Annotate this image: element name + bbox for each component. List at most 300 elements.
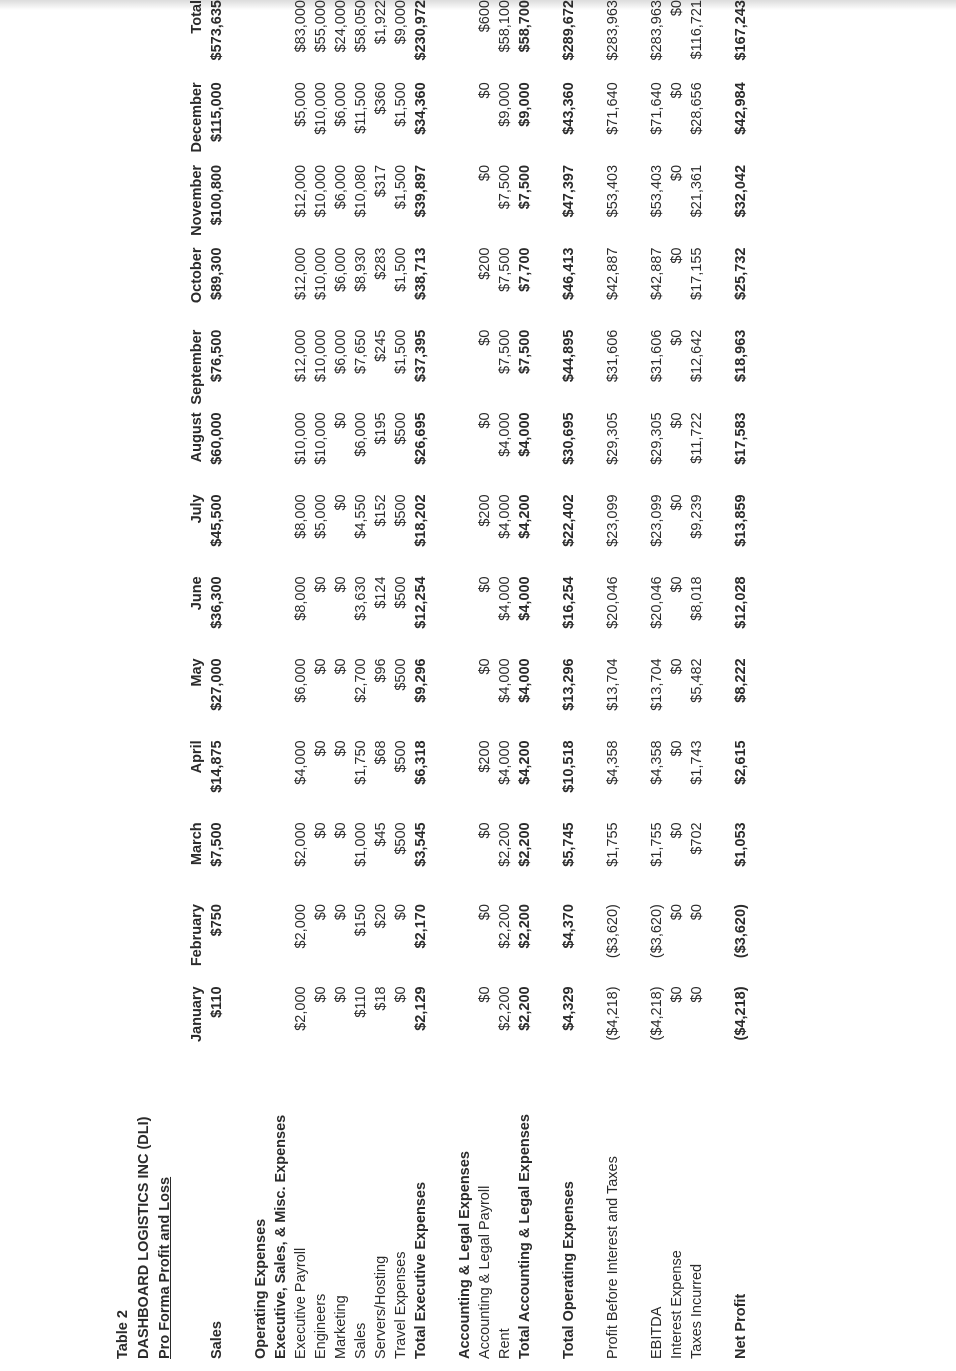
empty-cell [455,165,475,248]
empty-cell [227,494,251,576]
empty-cell [707,986,731,1068]
profit-loss-table [187,0,751,1359]
empty-cell [623,986,647,1068]
value-cell: $0 [313,904,329,921]
row-label: Executive Payroll [293,1247,309,1359]
value-cell: $20,046 [605,576,621,629]
row-label: Interest Expense [669,1250,685,1359]
empty-cell [431,494,455,576]
interest-expense-row [667,0,687,1359]
row-label: Rent [497,1328,513,1359]
value-cell: $39,897 [413,164,429,218]
empty-cell [579,165,603,248]
value-cell: $10,080 [353,164,369,218]
value-cell: $10,000 [313,329,329,383]
value-cell: $500 [393,576,409,609]
empty-cell [535,82,559,165]
value-cell: $18,963 [733,329,749,383]
value-cell: $500 [393,740,409,773]
value-cell: $5,000 [293,82,309,127]
empty-cell [227,576,251,658]
value-cell: $0 [669,329,685,346]
value-cell: $283,963 [605,0,621,61]
empty-cell [579,82,603,165]
value-cell: $38,713 [413,247,429,300]
value-cell: $4,000 [497,494,513,539]
value-cell: $750 [209,904,225,937]
value-cell: $115,000 [209,82,225,143]
empty-cell [455,82,475,165]
empty-cell [227,904,251,986]
empty-cell [579,904,603,986]
empty-cell [455,822,475,904]
value-cell: $11,500 [353,82,369,134]
value-cell: $0 [669,82,685,99]
empty-cell [431,412,455,494]
value-cell: $1,750 [353,740,369,785]
empty-cell [227,740,251,822]
value-cell: $0 [669,494,685,511]
empty-cell [455,494,475,576]
value-cell: $2,700 [353,658,369,703]
accounting-legal-payroll-row [475,0,495,1359]
value-cell: $9,239 [689,494,705,539]
empty-cell [579,330,603,413]
value-cell: $4,000 [517,576,533,621]
value-cell: $167,243 [733,0,749,61]
value-cell: $24,000 [333,0,349,53]
total-accounting-legal-row [515,0,535,1359]
row-label: Total Operating Expenses [561,1181,577,1359]
empty-cell [623,822,647,904]
column-header: February [189,904,205,967]
value-cell: $0 [333,740,349,757]
value-cell: $23,099 [649,494,665,547]
value-cell: ($4,218) [605,986,621,1041]
value-cell: $0 [669,576,685,593]
value-cell: $76,500 [209,329,225,383]
empty-cell [431,740,455,822]
value-cell: $1,500 [393,82,409,127]
value-cell: $3,630 [353,576,369,621]
value-cell: $0 [333,576,349,593]
value-cell: $7,650 [353,329,369,374]
empty-cell [579,986,603,1068]
value-cell: $195 [373,412,389,445]
empty-cell [707,740,731,822]
value-cell: ($4,218) [649,986,665,1041]
value-cell: $230,972 [413,0,429,61]
value-cell: $0 [477,164,493,182]
value-cell: $45,500 [209,494,225,547]
taxes-incurred-row [687,0,707,1359]
spacer [227,1069,251,1359]
empty-cell [535,822,559,904]
value-cell: $4,000 [497,576,513,621]
value-cell: $500 [393,658,409,691]
empty-cell [707,412,731,494]
value-cell: $0 [393,904,409,921]
empty-cell [579,412,603,494]
empty-cell [251,248,271,330]
value-cell: $152 [373,494,389,527]
value-cell: $83,000 [293,0,309,53]
total-operating-expenses-row [559,0,579,1359]
row-label: Net Profit [733,1293,749,1359]
executive-payroll-row [291,0,311,1359]
column-header: November [189,164,205,236]
value-cell: $1,500 [393,164,409,210]
empty-cell [623,494,647,576]
value-cell: $71,640 [649,82,665,135]
value-cell: $32,042 [733,164,749,218]
empty-cell [623,0,647,82]
empty-cell [227,658,251,740]
value-cell: $0 [333,494,349,511]
value-cell: $58,700 [517,0,533,53]
value-cell: $20 [373,904,389,929]
empty-cell [707,822,731,904]
value-cell: $500 [393,822,409,855]
empty-cell [431,986,455,1068]
value-cell: $6,000 [353,412,369,457]
value-cell: $1,743 [689,740,705,785]
value-cell: $3,545 [413,822,429,867]
empty-cell [535,986,559,1068]
value-cell: $12,000 [293,164,309,218]
spacer-row [707,0,731,1359]
value-cell: $0 [477,82,493,99]
value-cell: $34,360 [413,82,429,135]
empty-cell [227,986,251,1068]
empty-cell [431,330,455,413]
value-cell: $13,704 [605,658,621,711]
value-cell: $37,395 [413,329,429,383]
empty-cell [431,576,455,658]
travel-expenses-row [391,0,411,1359]
value-cell: $2,200 [497,904,513,949]
value-cell: $7,500 [517,164,533,210]
empty-cell [535,248,559,330]
value-cell: $6,000 [333,82,349,127]
value-cell: $42,887 [649,247,665,300]
value-cell: $68 [373,740,389,765]
value-cell: $2,200 [517,904,533,949]
column-header: August [189,412,205,463]
empty-cell [707,494,731,576]
value-cell: $245 [373,329,389,362]
value-cell: $31,606 [605,329,621,383]
value-cell: $0 [669,822,685,839]
value-cell: $7,700 [517,247,533,292]
marketing-row [331,0,351,1359]
empty-cell [271,658,291,740]
value-cell: $44,895 [561,329,577,383]
rent-row [495,0,515,1359]
value-cell: ($4,218) [733,986,749,1041]
value-cell: $0 [669,247,685,264]
value-cell: $18,202 [413,494,429,547]
empty-cell [271,576,291,658]
column-header: June [189,576,205,611]
value-cell: $110 [209,986,225,1018]
value-cell: $53,403 [649,164,665,218]
empty-cell [251,576,271,658]
value-cell: $45 [373,822,389,847]
value-cell: $8,000 [293,494,309,539]
value-cell: $12,000 [293,329,309,383]
value-cell: $200 [477,247,493,280]
spacer [431,1069,455,1359]
empty-cell [623,904,647,986]
empty-cell [623,165,647,248]
value-cell: $5,000 [313,494,329,539]
value-cell: $7,500 [209,822,225,867]
value-cell: $702 [689,822,705,855]
row-label: Engineers [313,1293,329,1359]
section-heading: Executive, Sales, & Misc. Expenses [273,1114,289,1359]
value-cell: $10,000 [313,247,329,300]
empty-cell [227,0,251,82]
empty-cell [271,494,291,576]
empty-cell [579,576,603,658]
value-cell: $2,200 [497,822,513,867]
value-cell: $16,254 [561,576,577,629]
empty-cell [251,658,271,740]
empty-cell [455,740,475,822]
value-cell: $23,099 [605,494,621,547]
empty-cell [431,904,455,986]
value-cell: $10,000 [313,412,329,465]
empty-cell [535,412,559,494]
empty-cell [271,248,291,330]
value-cell: $0 [477,822,493,839]
value-cell: $10,518 [561,740,577,793]
empty-cell [623,576,647,658]
column-header: July [189,494,205,524]
empty-cell [431,0,455,82]
empty-cell [707,658,731,740]
empty-cell [707,82,731,165]
empty-cell [535,658,559,740]
value-cell: $60,000 [209,412,225,465]
row-label: Sales [209,1321,225,1359]
value-cell: $7,500 [517,329,533,374]
value-cell: $4,000 [497,412,513,457]
value-cell: $1,922 [373,0,389,45]
value-cell: $10,000 [313,164,329,218]
value-cell: $500 [393,494,409,527]
value-cell: $0 [477,986,493,1003]
empty-cell [271,0,291,82]
value-cell: $4,370 [561,904,577,949]
value-cell: $30,695 [561,412,577,465]
empty-cell [707,904,731,986]
header-spacer [187,1069,207,1359]
empty-cell [579,658,603,740]
value-cell: $17,155 [689,247,705,300]
value-cell: $0 [333,822,349,839]
value-cell: $0 [477,904,493,921]
column-header: December [189,82,205,153]
value-cell: $13,704 [649,658,665,711]
value-cell: $58,050 [353,0,369,53]
empty-cell [535,740,559,822]
empty-cell [271,904,291,986]
value-cell: $36,300 [209,576,225,629]
value-cell: $2,000 [293,904,309,949]
value-cell: $22,402 [561,494,577,547]
value-cell: $43,360 [561,82,577,135]
row-label: EBITDA [649,1306,665,1359]
spacer-row [535,0,559,1359]
value-cell: $12,642 [689,329,705,383]
value-cell: $6,000 [333,164,349,210]
value-cell: $2,200 [497,986,513,1031]
value-cell: $2,170 [413,904,429,949]
value-cell: $500 [393,412,409,445]
value-cell: $12,254 [413,576,429,629]
value-cell: $4,329 [561,986,577,1031]
value-cell: $0 [333,412,349,429]
empty-cell [707,0,731,82]
value-cell: $31,606 [649,329,665,383]
value-cell: $6,000 [333,247,349,292]
value-cell: $18 [373,986,389,1011]
column-header: Total [189,0,205,34]
empty-cell [271,82,291,165]
value-cell: $14,875 [209,740,225,793]
value-cell: $29,305 [605,412,621,465]
value-cell: $11,722 [689,412,705,464]
empty-cell [455,330,475,413]
value-cell: $13,859 [733,494,749,547]
value-cell: $6,000 [293,658,309,703]
empty-cell [535,576,559,658]
empty-cell [455,576,475,658]
value-cell: $0 [313,740,329,757]
value-cell: $200 [477,494,493,527]
value-cell: $4,000 [293,740,309,785]
empty-cell [227,330,251,413]
value-cell: $12,028 [733,576,749,629]
servers-hosting-row [371,0,391,1359]
value-cell: $42,887 [605,247,621,300]
value-cell: $0 [669,904,685,921]
total-executive-expenses-row [411,0,431,1359]
operating-expenses-heading [251,0,271,1359]
value-cell: $4,550 [353,494,369,539]
column-header: October [189,247,205,304]
value-cell: $0 [313,576,329,593]
value-cell: $2,200 [517,986,533,1031]
empty-cell [455,248,475,330]
value-cell: $9,000 [393,0,409,45]
row-label: Accounting & Legal Payroll [477,1185,493,1359]
empty-cell [455,904,475,986]
value-cell: $100,800 [209,164,225,226]
value-cell: $1,000 [353,822,369,867]
row-label: Sales [353,1322,369,1359]
value-cell: $7,500 [497,247,513,292]
row-label: Taxes Incurred [689,1263,705,1359]
section-heading: Accounting & Legal Expenses [457,1151,473,1359]
value-cell: $0 [669,740,685,757]
spacer-row [623,0,647,1359]
row-label: Total Accounting & Legal Expenses [517,1114,533,1359]
value-cell: $1,755 [605,822,621,867]
value-cell: $8,222 [733,658,749,703]
ebitda-row [647,0,667,1359]
value-cell: $2,615 [733,740,749,785]
empty-cell [579,494,603,576]
value-cell: $283,963 [649,0,665,61]
column-header: September [189,329,205,405]
empty-cell [579,740,603,822]
value-cell: $17,583 [733,412,749,465]
column-header: March [189,822,205,866]
value-cell: $0 [669,658,685,675]
value-cell: $0 [477,329,493,346]
value-cell: $10,000 [293,412,309,465]
value-cell: $150 [353,904,369,937]
spacer [579,1069,603,1359]
empty-cell [431,822,455,904]
report-title: Pro Forma Profit and Loss [157,1176,173,1359]
value-cell: $116,721 [689,0,705,60]
value-cell: $53,403 [605,164,621,218]
empty-cell [535,330,559,413]
value-cell: $0 [313,986,329,1003]
empty-cell [227,165,251,248]
value-cell: ($3,620) [733,904,749,959]
spacer [535,1069,559,1359]
value-cell: $42,984 [733,82,749,135]
value-cell: $1,755 [649,822,665,867]
net-profit-row [731,0,751,1359]
empty-cell [227,412,251,494]
value-cell: $1,053 [733,822,749,867]
section-heading: Operating Expenses [253,1218,269,1359]
empty-cell [251,82,271,165]
value-cell: $360 [373,82,389,115]
value-cell: $26,695 [413,412,429,465]
value-cell: $6,000 [333,329,349,374]
empty-cell [271,740,291,822]
value-cell: $0 [393,986,409,1003]
value-cell: $29,305 [649,412,665,465]
empty-cell [623,412,647,494]
empty-cell [251,822,271,904]
empty-cell [535,904,559,986]
value-cell: $600 [477,0,493,33]
value-cell: $0 [313,822,329,839]
empty-cell [707,330,731,413]
value-cell: $573,635 [209,0,225,61]
value-cell: $12,000 [293,247,309,300]
spacer [623,1069,647,1359]
value-cell: ($3,620) [605,904,621,959]
profit-before-interest-taxes-row [603,0,623,1359]
value-cell: $8,018 [689,576,705,621]
value-cell: $200 [477,740,493,773]
value-cell: $0 [669,412,685,429]
value-cell: $4,000 [497,740,513,785]
value-cell: $4,358 [605,740,621,785]
empty-cell [227,248,251,330]
value-cell: $0 [477,576,493,593]
company-name: DASHBOARD LOGISTICS INC (DLI) [136,1116,152,1359]
